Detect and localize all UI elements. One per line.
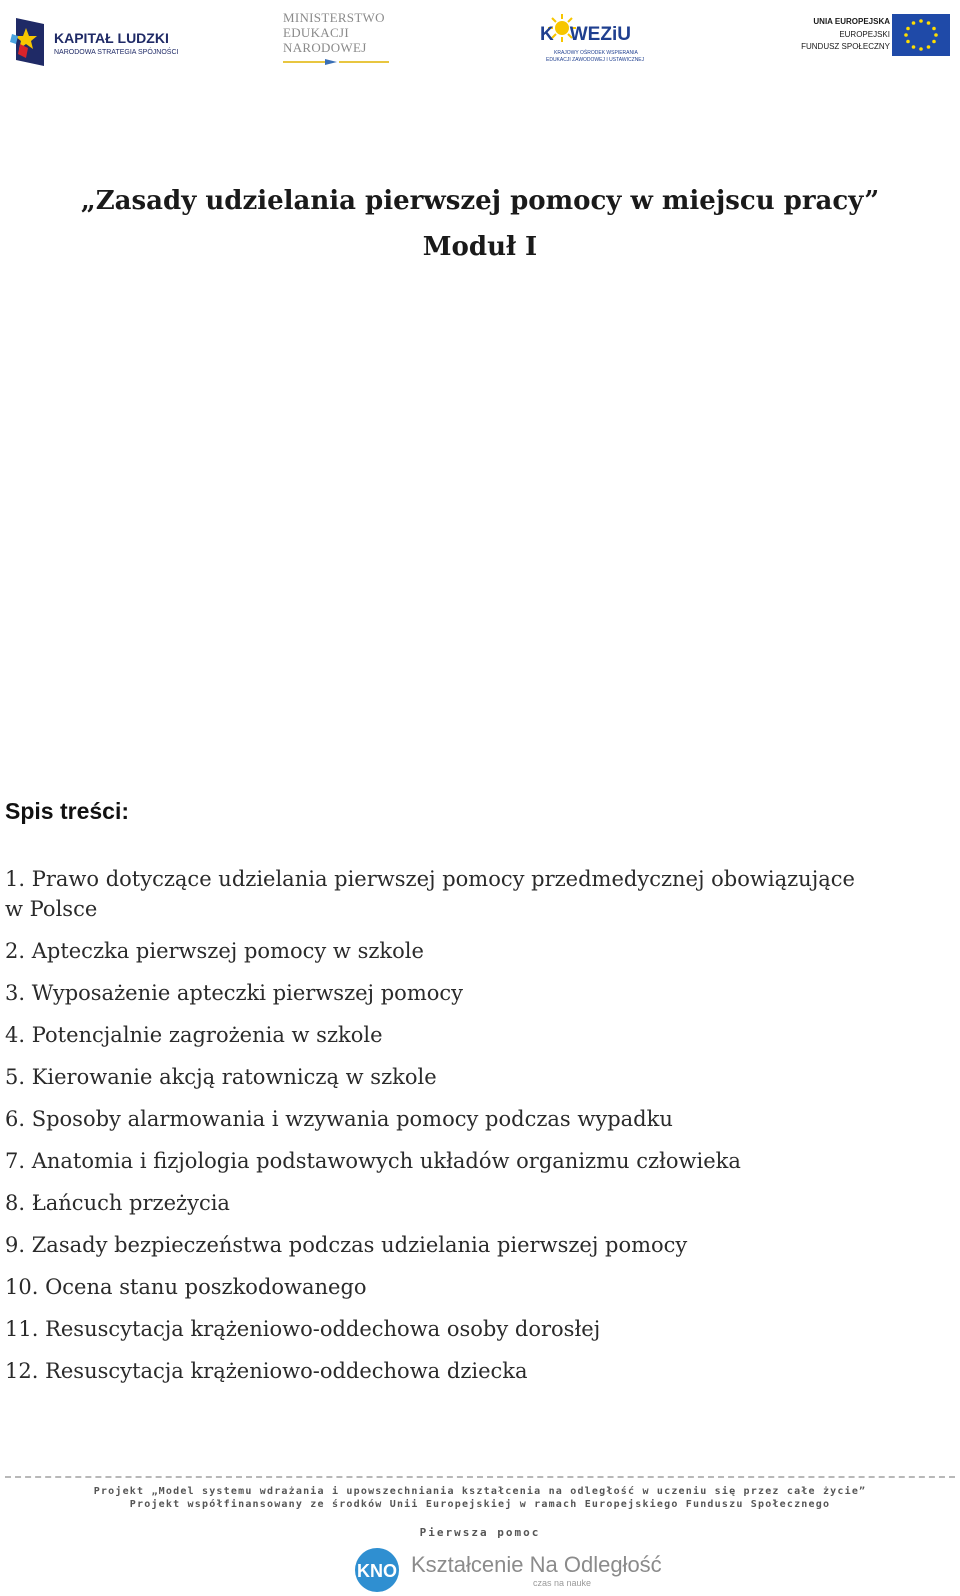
eu-flag-icon [892, 14, 950, 56]
koweziu-logo [540, 12, 660, 70]
toc-item: 5. Kierowanie akcją ratowniczą w szkole [5, 1065, 437, 1089]
toc-item: 12. Resuscytacja krążeniowo-oddechowa dziecka [5, 1359, 528, 1383]
ue-line-1: UNIA EUROPEJSKA [813, 17, 890, 26]
kno-emblem-icon [353, 1546, 403, 1594]
ministerstwo-line-2: EDUKACJI [283, 25, 349, 40]
ue-line-3: FUNDUSZ SPOŁECZNY [801, 42, 890, 51]
ministerstwo-line-1: MINISTERSTWO [283, 10, 385, 25]
koweziu-brand-b: WEZiU [569, 24, 631, 45]
footer-section-title: Pierwsza pomoc [419, 1526, 541, 1539]
pencil-underline-icon [283, 58, 393, 66]
koweziu-sub-1: KRAJOWY OŚRODEK WSPIERANIA [554, 50, 638, 56]
kapital-ludzki-name: KAPITAŁ LUDZKI [54, 30, 169, 46]
ue-efs-logo [800, 14, 950, 58]
footer-project-line: Projekt „Model systemu wdrażania i upowszechniania kształcenia na odległość w uczeniu się przez całe życie” [93, 1486, 867, 1497]
footer-funding-line: Projekt współfinansowany ze środków Unii Europejskiej w ramach Europejskiego Funduszu Społecznego [129, 1499, 831, 1510]
footer-divider [5, 1476, 955, 1478]
kapital-ludzki-sub: NARODOWA STRATEGIA SPÓJNOŚCI [54, 49, 179, 56]
ministerstwo-logo [283, 10, 403, 68]
toc-item: 3. Wyposażenie apteczki pierwszej pomocy [5, 981, 464, 1005]
module-title: Moduł I [422, 232, 538, 262]
toc-item: 8. Łańcuch przeżycia [5, 1191, 230, 1215]
toc-item: 2. Apteczka pierwszej pomocy w szkole [5, 939, 424, 963]
document-title: „Zasady udzielania pierwszej pomocy w miejscu pracy” [80, 186, 880, 216]
toc-item: 4. Potencjalnie zagrożenia w szkole [5, 1023, 383, 1047]
svg-text:KNO: KNO [357, 1561, 397, 1581]
kno-title: Kształcenie Na Odległość [411, 1552, 662, 1577]
toc-list [5, 864, 905, 1398]
koweziu-brand [540, 24, 631, 46]
toc-heading: Spis treści: [5, 798, 129, 824]
kapital-ludzki-logo [10, 14, 185, 70]
toc-item: 9. Zasady bezpieczeństwa podczas udzielania pierwszej pomocy [5, 1233, 688, 1257]
toc-item: 1. Prawo dotyczące udzielania pierwszej pomocy przedmedycznej obowiązujące w Polsce [5, 867, 855, 921]
kno-subtitle: czas na nauke [533, 1578, 592, 1588]
kno-logo [353, 1546, 662, 1594]
toc-item: 6. Sposoby alarmowania i wzywania pomocy podczas wypadku [5, 1107, 673, 1131]
toc-item: 7. Anatomia i fizjologia podstawowych układów organizmu człowieka [5, 1149, 741, 1173]
toc-item: 11. Resuscytacja krążeniowo-oddechowa osoby dorosłej [5, 1317, 601, 1341]
toc-item: 10. Ocena stanu poszkodowanego [5, 1275, 367, 1299]
ue-line-2: EUROPEJSKI [839, 30, 890, 39]
koweziu-brand-a: K [540, 24, 554, 45]
koweziu-sub-2: EDUKACJI ZAWODOWEJ I USTAWICZNEJ [546, 57, 645, 63]
ministerstwo-line-3: NARODOWEJ [283, 40, 367, 55]
kapital-ludzki-emblem-icon [10, 14, 50, 70]
